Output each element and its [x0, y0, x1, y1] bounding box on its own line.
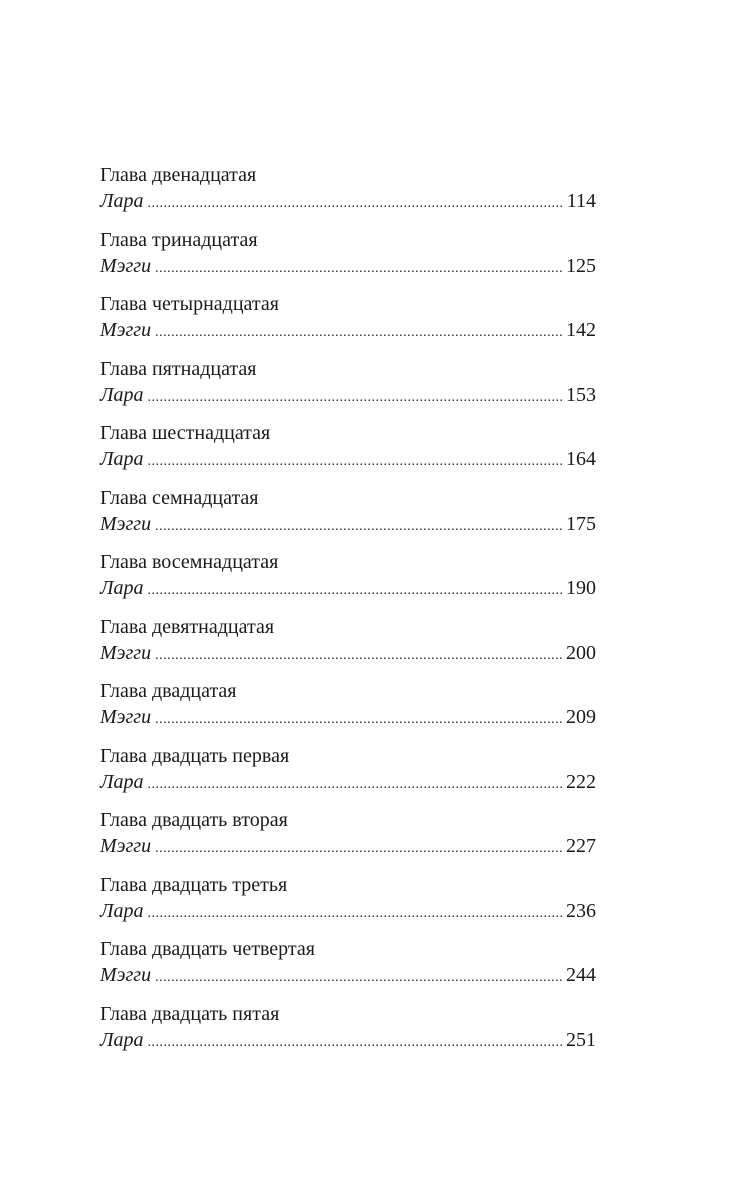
dot-leader	[155, 836, 563, 862]
dot-leader	[155, 965, 563, 991]
toc-line	[100, 962, 596, 988]
dot-leader	[148, 385, 563, 411]
page-number: 251	[566, 1028, 596, 1051]
page-number: 142	[566, 319, 596, 341]
toc-line	[100, 382, 596, 408]
chapter-title: Глава двенадцатая	[100, 164, 257, 186]
toc-line	[100, 575, 596, 601]
chapter-title: Глава шестнадцатая	[100, 422, 271, 444]
toc-entry[interactable]	[100, 162, 596, 227]
toc-entry[interactable]	[100, 936, 596, 1001]
chapter-title: Глава пятнадцатая	[100, 357, 257, 380]
narrator-name: Лара	[100, 899, 144, 922]
page-number: 227	[566, 835, 596, 857]
narrator-name: Лара	[100, 1028, 144, 1051]
toc-line	[100, 446, 596, 472]
narrator-name: Мэгги	[100, 319, 152, 341]
page-number: 164	[566, 448, 596, 470]
toc-entry[interactable]	[100, 356, 596, 421]
dot-leader	[155, 707, 563, 733]
dot-leader	[155, 643, 563, 669]
toc-entry[interactable]	[100, 485, 596, 550]
toc-line	[100, 253, 596, 279]
dot-leader	[155, 320, 563, 346]
page-number: 125	[566, 254, 596, 277]
narrator-name: Мэгги	[100, 706, 152, 728]
toc-line	[100, 188, 596, 214]
narrator-name: Лара	[100, 448, 144, 470]
toc-entry[interactable]	[100, 678, 596, 743]
dot-leader	[148, 901, 563, 927]
page-number: 200	[566, 641, 596, 664]
page-number: 153	[566, 383, 596, 406]
toc-line	[100, 833, 596, 859]
toc-entry[interactable]	[100, 807, 596, 872]
narrator-name: Лара	[100, 383, 144, 406]
narrator-name: Мэгги	[100, 641, 152, 664]
toc-line	[100, 317, 596, 343]
toc-entry[interactable]	[100, 1001, 596, 1066]
page-number: 244	[566, 964, 596, 986]
dot-leader	[148, 191, 564, 217]
toc-entry[interactable]	[100, 549, 596, 614]
chapter-title: Глава двадцать третья	[100, 873, 288, 896]
chapter-title: Глава двадцать четвертая	[100, 938, 315, 960]
narrator-name: Мэгги	[100, 512, 152, 535]
narrator-name: Лара	[100, 770, 144, 793]
narrator-name: Лара	[100, 577, 144, 599]
toc-entry[interactable]	[100, 420, 596, 485]
toc-line	[100, 769, 596, 795]
toc-entry[interactable]	[100, 291, 596, 356]
chapter-title: Глава двадцать пятая	[100, 1002, 280, 1025]
page-number: 222	[566, 770, 596, 793]
page-number: 190	[566, 577, 596, 599]
chapter-title: Глава восемнадцатая	[100, 551, 279, 573]
page-number: 209	[566, 706, 596, 728]
narrator-name: Мэгги	[100, 254, 152, 277]
chapter-title: Глава двадцать вторая	[100, 809, 288, 831]
chapter-title: Глава девятнадцатая	[100, 615, 275, 638]
dot-leader	[148, 449, 563, 475]
chapter-title: Глава тринадцатая	[100, 228, 258, 251]
toc-entry[interactable]	[100, 872, 596, 937]
page-number: 114	[566, 190, 596, 212]
toc-line	[100, 704, 596, 730]
dot-leader	[155, 256, 563, 282]
dot-leader	[148, 772, 563, 798]
dot-leader	[148, 578, 563, 604]
chapter-title: Глава двадцатая	[100, 680, 237, 702]
toc-entry[interactable]	[100, 227, 596, 292]
chapter-title: Глава семнадцатая	[100, 486, 259, 509]
page-number: 236	[566, 899, 596, 922]
toc-entry[interactable]	[100, 743, 596, 808]
page-number: 175	[566, 512, 596, 535]
narrator-name: Мэгги	[100, 835, 152, 857]
chapter-title: Глава двадцать первая	[100, 744, 290, 767]
table-of-contents	[100, 162, 596, 1065]
dot-leader	[148, 1030, 563, 1056]
toc-line	[100, 898, 596, 924]
chapter-title: Глава четырнадцатая	[100, 293, 279, 315]
toc-line	[100, 1027, 596, 1053]
toc-line	[100, 511, 596, 537]
toc-entry[interactable]	[100, 614, 596, 679]
narrator-name: Мэгги	[100, 964, 152, 986]
toc-line	[100, 640, 596, 666]
dot-leader	[155, 514, 563, 540]
narrator-name: Лара	[100, 190, 144, 212]
